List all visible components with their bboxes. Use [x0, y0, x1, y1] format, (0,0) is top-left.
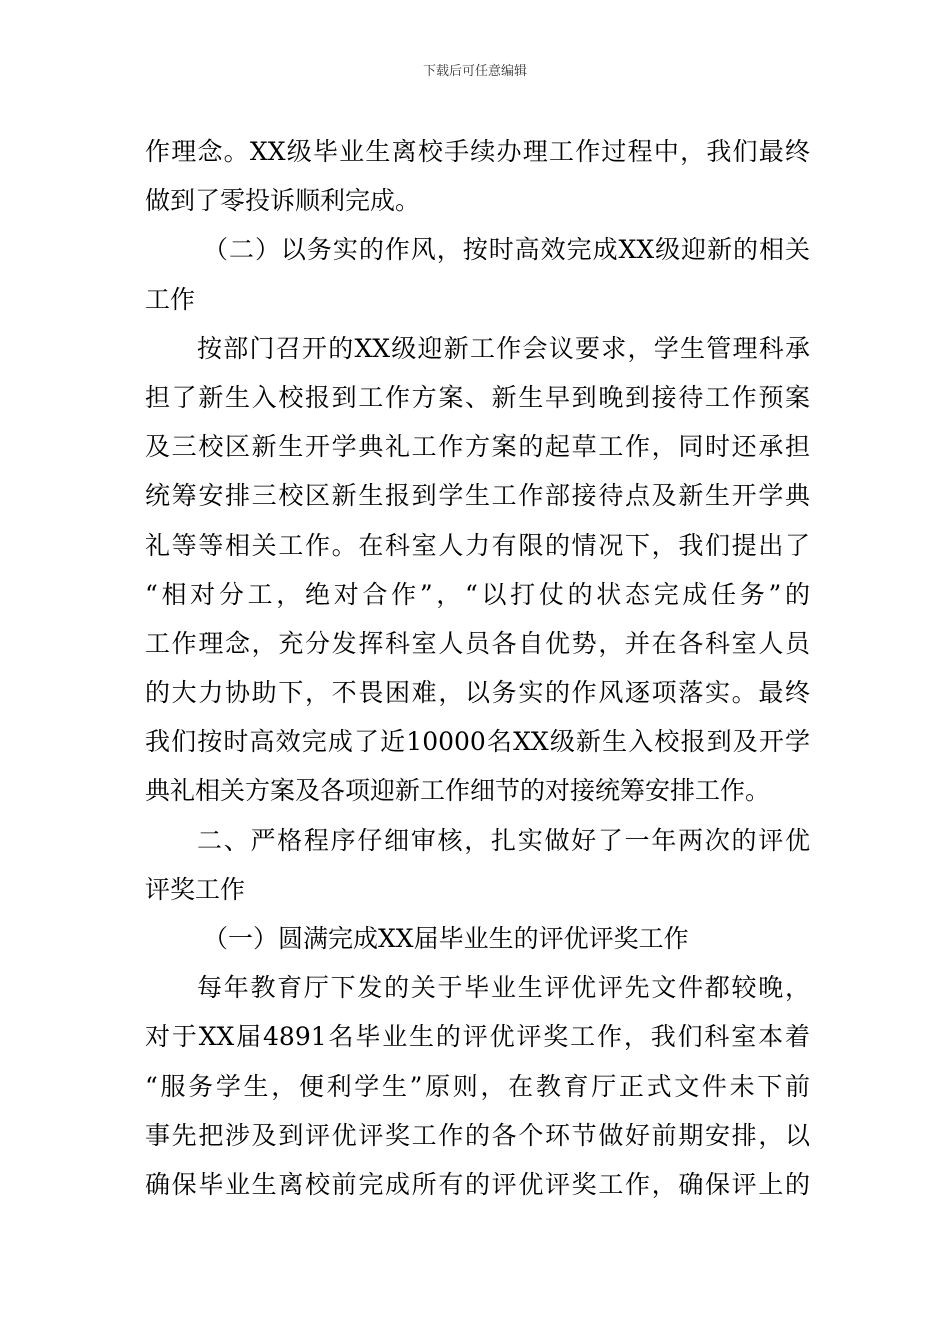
text-line: “相对分工，绝对合作”，“以打仗的状态完成任务”的 [145, 579, 810, 609]
text-line: 担了新生入校报到工作方案、新生早到晚到接待工作预案 [145, 382, 810, 412]
text-line: “服务学生，便利学生”原则，在教育厅正式文件未下前 [145, 1071, 810, 1101]
text-line: 二、严格程序仔细审核，扎实做好了一年两次的评优 [197, 825, 810, 855]
text-line: 我们按时高效完成了近10000名XX级新生入校报到及开学 [145, 727, 810, 757]
text-line: 及三校区新生开学典礼工作方案的起草工作，同时还承担 [145, 432, 810, 462]
text-line: 按部门召开的XX级迎新工作会议要求，学生管理科承 [197, 333, 810, 363]
text-line: 的大力协助下，不畏困难，以务实的作风逐项落实。最终 [145, 678, 810, 708]
text-line: （一）圆满完成XX届毕业生的评优评奖工作 [203, 924, 689, 953]
page-header: 下载后可任意编辑 [422, 64, 527, 79]
text-line: 工作 [145, 284, 196, 314]
text-line: 确保毕业生离校前完成所有的评优评奖工作，确保评上的 [145, 1169, 810, 1199]
text-line: （二）以务实的作风，按时高效完成XX级迎新的相关 [203, 235, 810, 265]
text-line: 做到了零投诉顺利完成。 [145, 186, 421, 216]
text-line: 工作理念，充分发挥科室人员各自优势，并在各科室人员 [145, 628, 810, 658]
text-line: 统筹安排三校区新生报到学生工作部接待点及新生开学典 [145, 481, 810, 511]
text-line: 事先把涉及到评优评奖工作的各个环节做好前期安排，以 [145, 1120, 810, 1150]
text-line: 礼等等相关工作。在科室人力有限的情况下，我们提出了 [145, 530, 810, 560]
text-line: 对于XX届4891名毕业生的评优评奖工作，我们科室本着 [145, 1022, 810, 1052]
text-line: 典礼相关方案及各项迎新工作细节的对接统筹安排工作。 [145, 776, 771, 806]
document-body [145, 127, 810, 1209]
text-line: 评奖工作 [145, 874, 246, 904]
text-line: 每年教育厅下发的关于毕业生评优评先文件都较晚， [197, 973, 810, 1003]
text-line: 作理念。XX级毕业生离校手续办理工作过程中，我们最终 [145, 137, 810, 166]
